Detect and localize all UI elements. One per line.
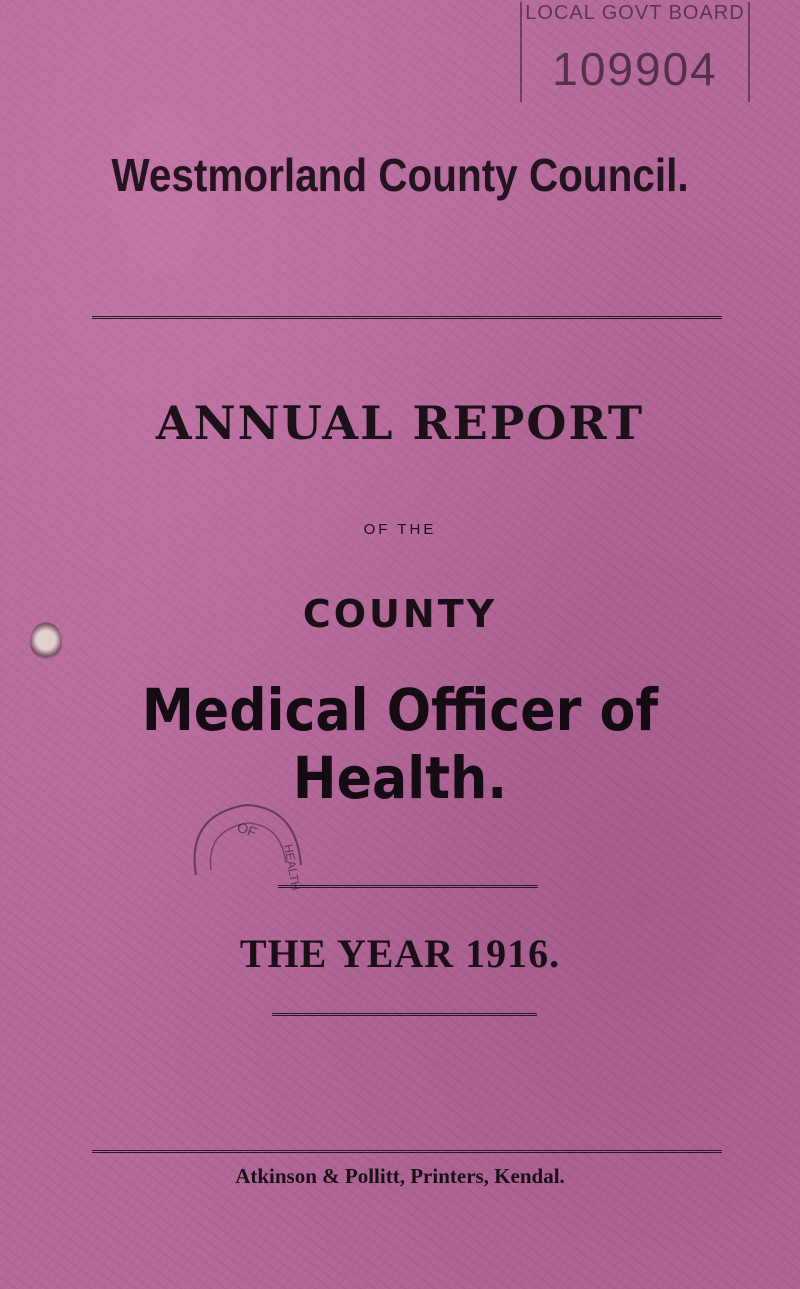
footer-divider (92, 1150, 722, 1155)
medical-officer-title: Medical Officer of Health. (141, 676, 659, 812)
stamp-number: 109904 (552, 43, 718, 95)
year-top-divider (278, 885, 538, 890)
of-the-text: OF THE (363, 521, 437, 538)
year-bottom-divider (272, 1013, 537, 1018)
top-divider (92, 316, 722, 321)
annual-report-title: ANNUAL REPORT (155, 396, 645, 450)
county-title: COUNTY (302, 592, 498, 636)
year-title: THE YEAR 1916. (239, 931, 561, 976)
council-heading: Westmorland County Council. (111, 149, 689, 201)
library-stamp (520, 2, 750, 102)
svg-text:OF: OF (234, 818, 259, 841)
seal-text: HEALTH (281, 843, 303, 892)
paper-damage-mark (30, 622, 62, 662)
printer-credit: Atkinson & Pollitt, Printers, Kendal. (235, 1164, 565, 1188)
stamp-board-text: LOCAL GOVT BOARD (525, 2, 745, 24)
